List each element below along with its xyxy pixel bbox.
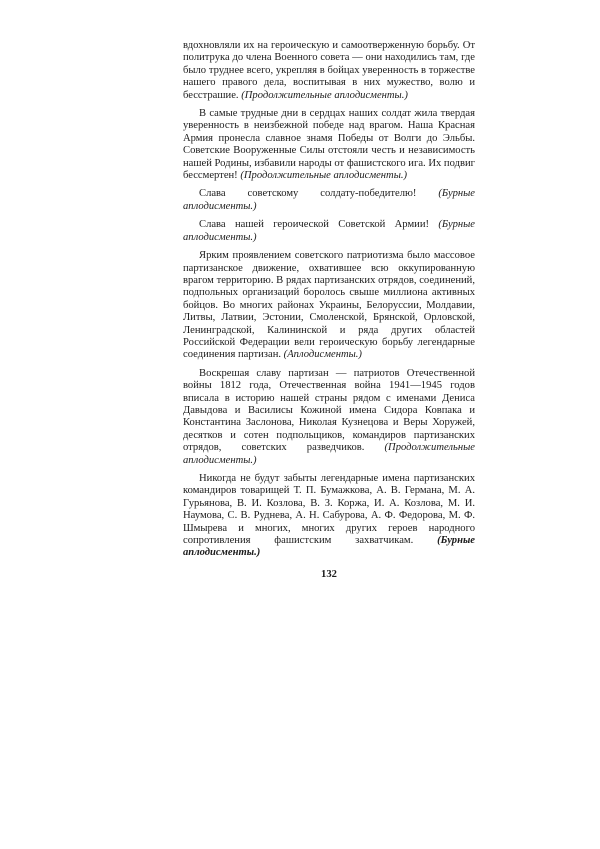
paragraph-1-applause: (Продолжительные аплодисменты.) <box>241 89 408 101</box>
paragraph-3 <box>183 188 475 213</box>
paragraph-6-text: Воскрешая славу партизан — патриотов Отечественной войны 1812 года, Отечественная война 1941—1945 годов вписала в историю нашей страны рядом с именами Дениса Давыдова и Василисы Кожиной имена Сидора Ковпака и Константина Заслонова, Николая Кузнецова и Веры Хоружей, десятков и сотен подпольщиков, командиров партизанских отрядов, советских разведчиков. <box>183 367 475 454</box>
paragraph-3-applause: (Бурные аплодисменты.) <box>183 188 475 212</box>
paragraph-5-applause: (Аплодисменты.) <box>283 349 362 361</box>
paragraph-3-text: Слава советскому солдату-победителю! <box>199 188 439 200</box>
paragraph-1-text: вдохновляли их на героическую и самоотверженную борьбу. От политрука до члена Военного совета — они находились там, где было труднее всего, укрепляя в бойцах уверенность в торжестве нашего правого дела, воспитывая в них мужество, волю и бесстрашие. <box>183 40 475 101</box>
paragraph-6 <box>183 368 475 467</box>
paragraph-4-text: Слава нашей героической Советской Армии! <box>199 219 439 231</box>
paragraph-7 <box>183 473 475 560</box>
paragraph-7-text: Никогда не будут забыты легендарные имена партизанских командиров товарищей Т. П. Бумажкова, А. В. Германа, М. А. Гурьянова, В. И. Козлова, В. З. Коржа, И. А. Козлова, М. И. Наумова, С. В. Руднева, А. Н. Сабурова, А. Ф. Федорова, М. Ф. Шмырева и многих, многих других героев народного сопротивления фашистским захватчикам. <box>183 473 475 547</box>
paragraph-5-text: Ярким проявлением советского патриотизма было массовое партизанское движение, охватившее всю оккупированную врагом территорию. В рядах партизанских отрядов, соединений, подпольных организаций боролось свыше миллиона активных бойцов. Во многих районах Украины, Белоруссии, Молдавии, Литвы, Латвии, Эстонии, Смоленской, Брянской, Орловской, Ленинградской, Калининской и ряда других областей Российской Федерации вели героическую борьбу легендарные соединения партизан. <box>183 250 475 361</box>
paragraph-6-applause: (Продолжительные аплодисменты.) <box>183 442 475 466</box>
paragraph-2 <box>183 108 475 182</box>
document-page <box>183 40 475 581</box>
paragraph-2-applause: (Продолжительные аплодисменты.) <box>240 170 408 182</box>
paragraph-1 <box>183 40 475 102</box>
page-number: 132 <box>321 568 337 580</box>
paragraph-2-text: В самые трудные дни в сердцах наших солдат жила твердая уверенность в неизбежной победе над врагом. Наша Красная Армия пронесла славное знамя Победы от Волги до Эльбы. Советские Вооруженные Силы отстояли честь и независимость нашей Родины, избавили народы от фашистского ига. Их подвиг бессмертен! <box>183 108 475 182</box>
paragraph-5 <box>183 250 475 362</box>
paragraph-4 <box>183 219 475 244</box>
paragraph-4-applause: (Бурные аплодисменты.) <box>183 219 475 243</box>
paragraph-7-applause: (Бурные аплодисменты.) <box>183 535 475 559</box>
